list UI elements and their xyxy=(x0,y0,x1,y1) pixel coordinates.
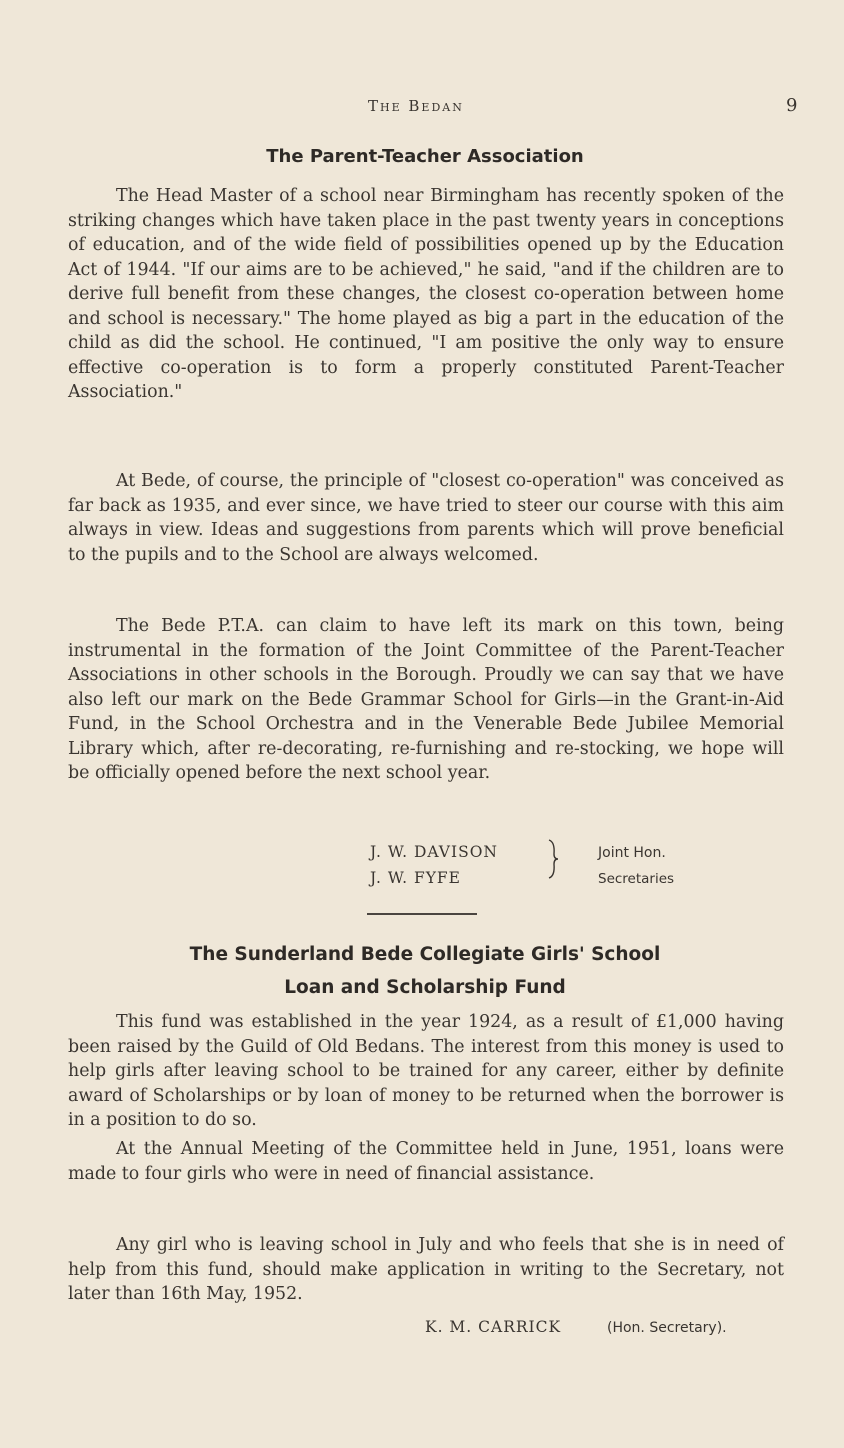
section-heading-pta: The Parent-Teacher Association xyxy=(266,146,584,167)
paragraph-fund-2: At the Annual Meeting of the Committee held in June, 1951, loans were made to four girls who were in need of financial assistance. xyxy=(68,1139,784,1184)
paragraph-pta-2: At Bede, of course, the principle of "closest co-operation" was conceived as far back as 1935, and ever since, we have tried to steer our course with this aim always in view. Ideas and suggestions from parents which will prove beneficial to the pupils and to the School are always welcomed. xyxy=(68,471,784,565)
section-heading-fund-line2: Loan and Scholarship Fund xyxy=(284,977,566,998)
signatory-fyfe: J. W. FYFE xyxy=(370,869,461,887)
page-number: 9 xyxy=(786,95,798,116)
brace-icon xyxy=(547,834,561,884)
running-header xyxy=(0,97,844,121)
signature-role: (Hon. Secretary). xyxy=(607,1320,727,1336)
section-heading-fund-line1: The Sunderland Bede Collegiate Girls' School xyxy=(189,944,661,965)
running-title: The Bedan xyxy=(368,97,464,115)
paragraph-fund-3: Any girl who is leaving school in July and who feels that she is in need of help from this fund, should make application in writing to the Secretary, not later than 16th May, 1952. xyxy=(68,1235,784,1304)
section-divider xyxy=(367,913,477,915)
paragraph-fund-1: This fund was established in the year 1924, as a result of £1,000 having been raised by the Guild of Old Bedans. The interest from this money is used to help girls after leaving school to be trained for any career, either by definite award of Scholarships or by loan of money to be returned when the borrower is in a position to do so. xyxy=(68,1012,784,1130)
role-secretaries: Secretaries xyxy=(598,871,675,887)
signature-carrick: K. M. CARRICK xyxy=(425,1318,562,1336)
paragraph-pta-3: The Bede P.T.A. can claim to have left its mark on this town, being instrumental in the formation of the Joint Committee of the Parent-Teacher Associations in other schools in the Borough. Proudly we can say that we have also left our mark on the Bede Grammar School for Girls—in the Grant-in-Aid Fund, in the School Orchestra and in the Venerable Bede Jubilee Memorial Library which, after re-decorating, re-furnishing and re-stocking, we hope will be officially opened before the next school year. xyxy=(68,616,784,783)
paragraph-pta-1: The Head Master of a school near Birmingham has recently spoken of the striking changes which have taken place in the past twenty years in conceptions of education, and of the wide field of possibilities opened up by the Education Act of 1944. "If our aims are to be achieved," he said, "and if the children are to derive full benefit from these changes, the closest co-operation between home and school is necessary." The home played as big a part in the education of the child as did the school. He continued, "I am positive the only way to ensure effective co-operation is to form a properly constituted Parent-Teacher Association." xyxy=(68,186,784,402)
signatory-davison: J. W. DAVISON xyxy=(370,843,498,861)
role-joint-hon: Joint Hon. xyxy=(598,845,666,861)
